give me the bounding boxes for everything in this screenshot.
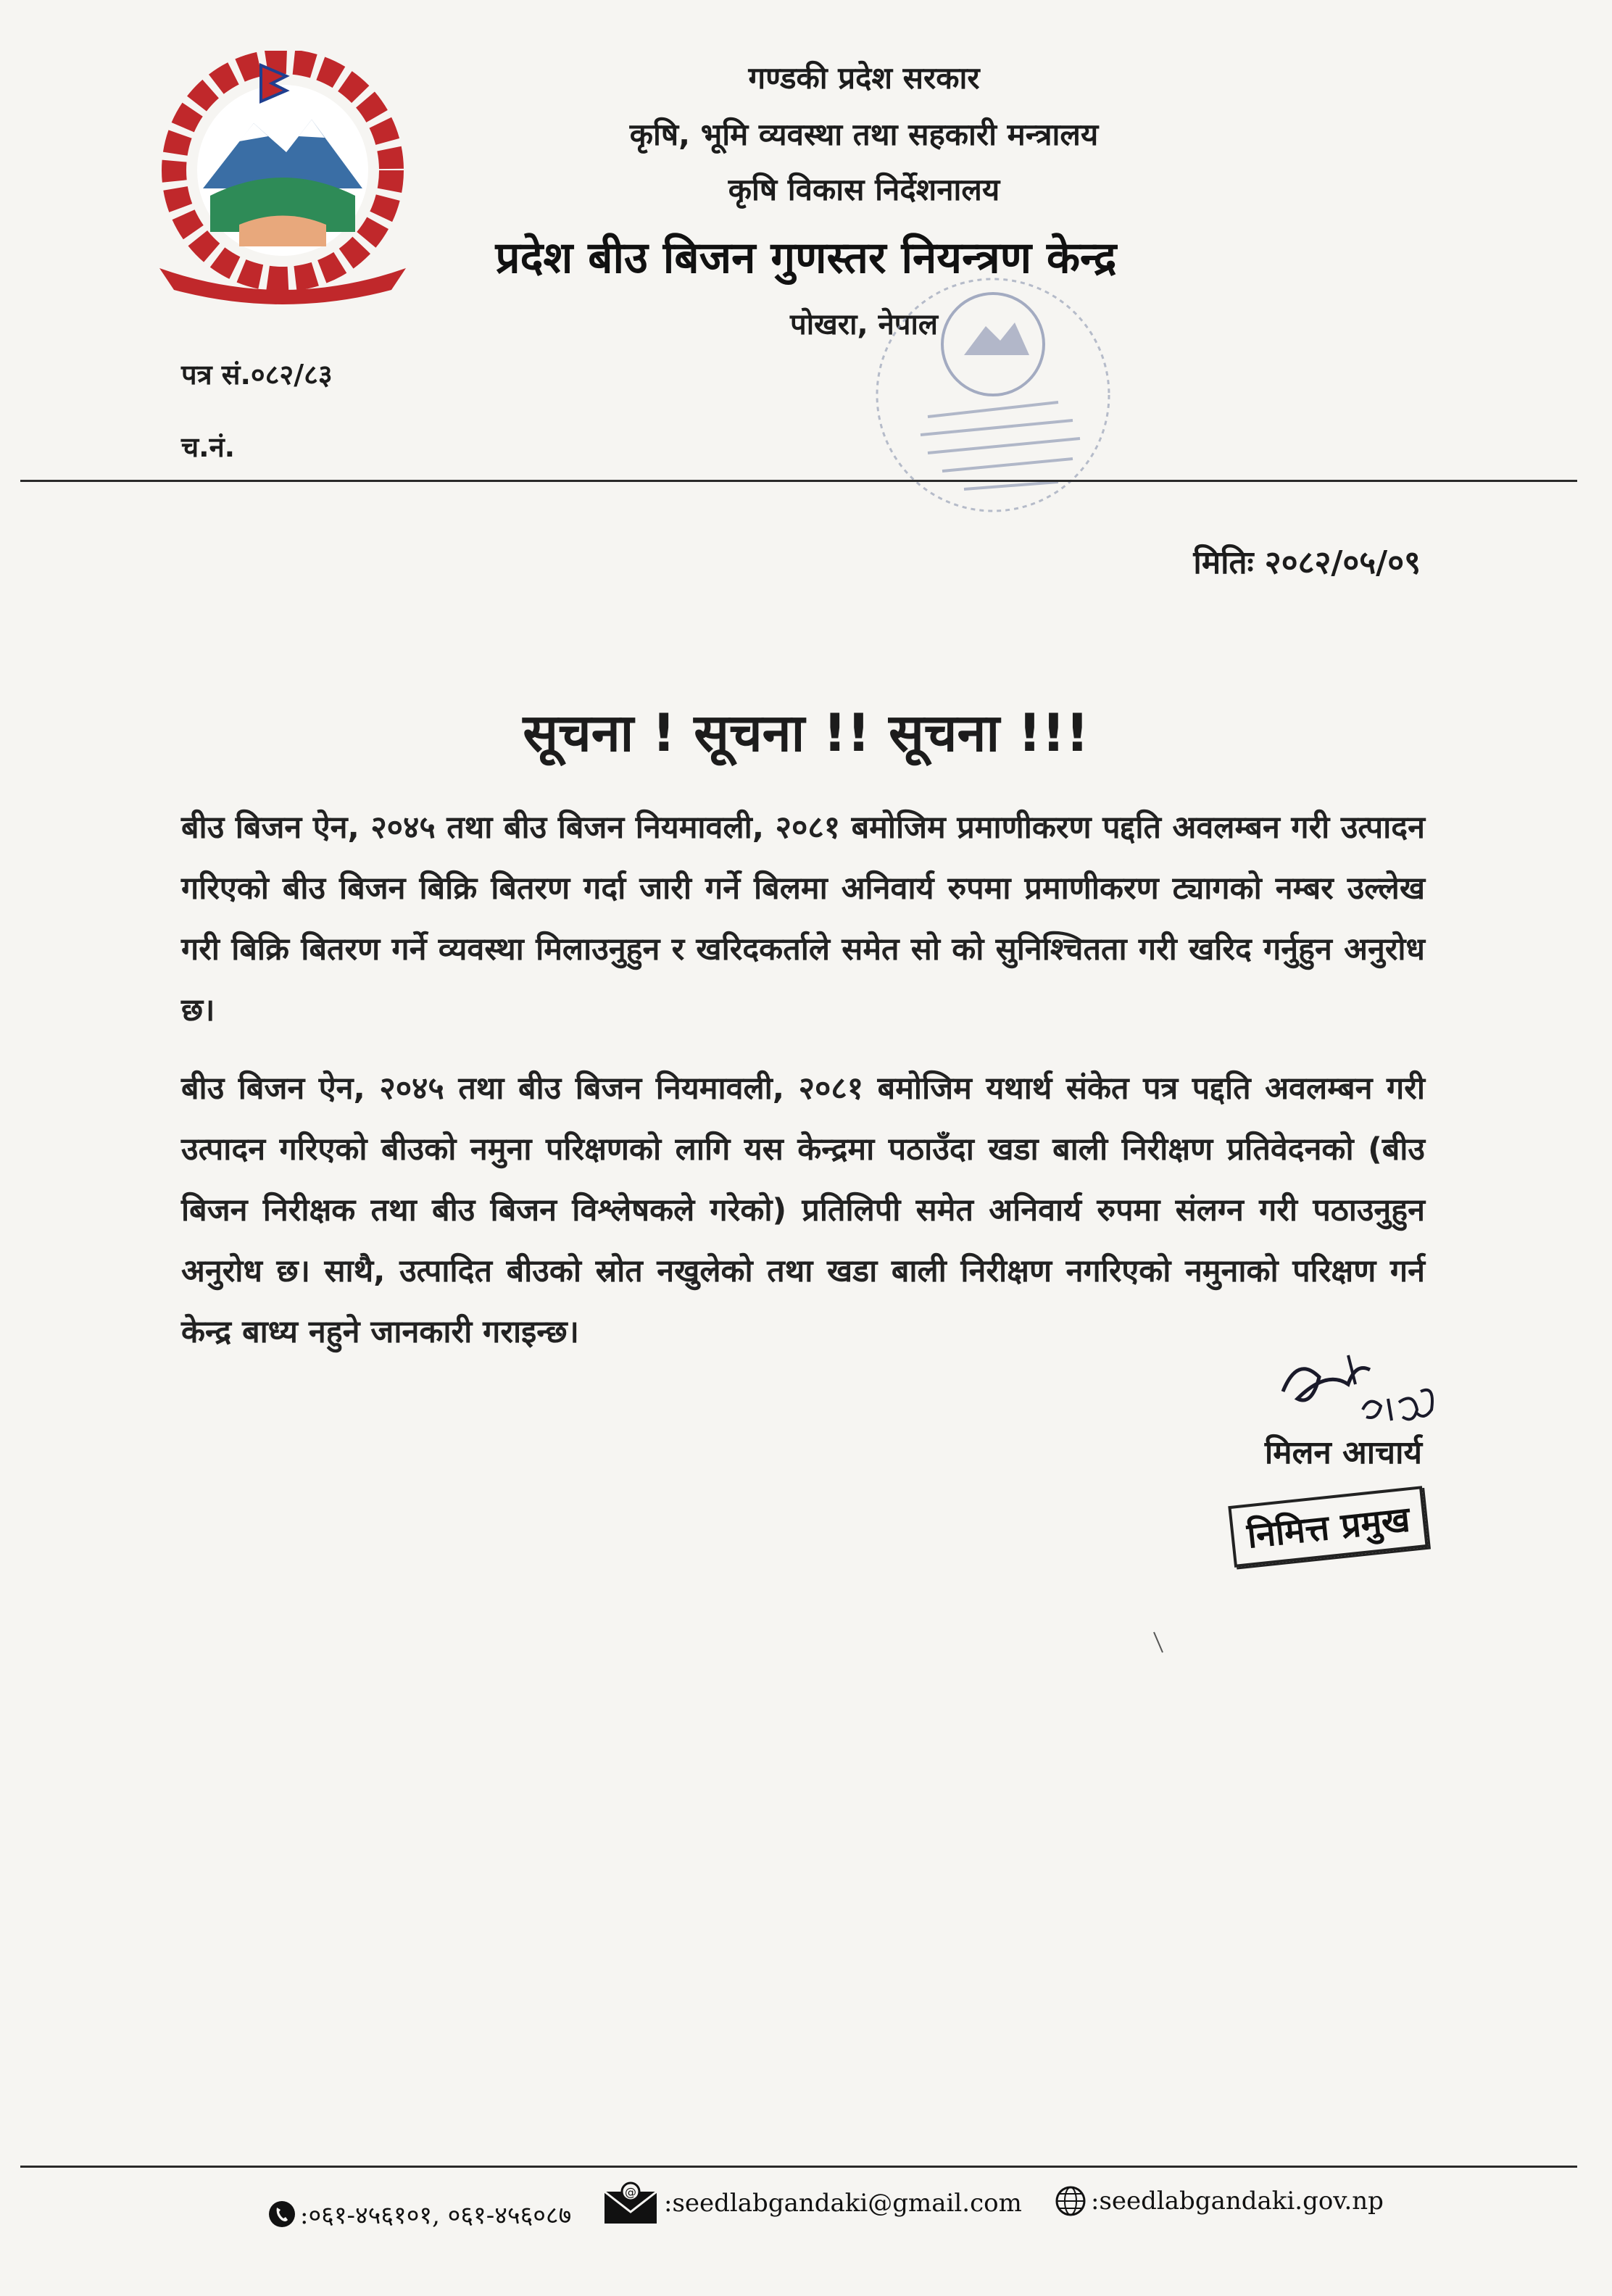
footer-email[interactable]: [602, 2181, 1022, 2225]
letter-date: मितिः २०८२/०५/०९: [1193, 544, 1421, 581]
footer-divider: [20, 2166, 1577, 2168]
office-seal-icon: [841, 272, 1145, 533]
notice-title: सूचना ! सूचना !! सूचना !!!: [523, 702, 1089, 763]
notice-paragraph-2: बीउ बिजन ऐन, २०४५ तथा बीउ बिजन नियमावली, २०८१ बमोजिम यथार्थ संकेत पत्र पद्दति अवलम्बन गरी उत्पादन गरिएको बीउको नमुना परिक्षणको लागि यस केन्द्रमा पठाउँदा खडा बाली निरीक्षण प्रतिवेदनको (बीउ बिजन निरीक्षक तथा बीउ बिजन विश्लेषकले गरेको) प्रतिलिपी समेत अनिवार्य रुपमा संलग्न गरी पठाउनुहुन अनुरोध छ। साथै, उत्पादित बीउको स्रोत नखुलेको तथा खडा बाली निरीक्षण नगरिएको नमुनाको परिक्षण गर्न केन्द्र बाध्य नहुने जानकारी गराइन्छ।: [181, 1070, 1425, 1350]
footer: [0, 2181, 1612, 2230]
office-name: प्रदेश बीउ बिजन गुणस्तर नियन्त्रण केन्द्र: [495, 233, 1117, 283]
directorate-name: कृषि विकास निर्देशनालय: [728, 172, 1000, 207]
government-name: गण्डकी प्रदेश सरकार: [748, 60, 980, 96]
phone-numbers: :०६१-४५६१०१, ०६१-४५६०८७: [300, 2201, 572, 2230]
globe-icon: [1055, 2185, 1087, 2217]
office-address: पोखरा, नेपाल: [789, 308, 939, 341]
handwritten-signature: [1268, 1341, 1450, 1435]
letter-number: पत्र सं.०८२/८३: [181, 359, 333, 391]
signatory-name: मिलन आचार्य: [1264, 1434, 1422, 1471]
footer-website[interactable]: [1055, 2185, 1384, 2217]
dispatch-number: च.नं.: [181, 431, 236, 463]
header-divider: [20, 480, 1577, 482]
pen-mark-icon: [1152, 1631, 1167, 1660]
svg-text:@: @: [625, 2185, 636, 2199]
website-url[interactable]: :seedlabgandaki.gov.np: [1091, 2187, 1384, 2216]
ministry-name: कृषि, भूमि व्यवस्था तथा सहकारी मन्त्रालय: [629, 117, 1099, 152]
phone-icon: [268, 2200, 296, 2228]
email-address[interactable]: :seedlabgandaki@gmail.com: [664, 2189, 1022, 2218]
email-icon: [602, 2181, 660, 2225]
footer-phone: [268, 2197, 571, 2231]
notice-paragraph-1: बीउ बिजन ऐन, २०४५ तथा बीउ बिजन नियमावली, २०८१ बमोजिम प्रमाणीकरण पद्दति अवलम्बन गरी उत्पादन गरिएको बीउ बिजन बिक्रि बितरण गर्दा जारी गर्ने बिलमा अनिवार्य रुपमा प्रमाणीकरण ट्यागको नम्बर उल्लेख गरी बिक्रि बितरण गर्ने व्यवस्था मिलाउनुहुन र खरिदकर्ताले समेत सो को सुनिश्चितता गरी खरिद गर्नुहुन अनुरोध छ।: [181, 810, 1425, 1028]
designation-stamp: निमित्त प्रमुख: [1228, 1486, 1429, 1568]
